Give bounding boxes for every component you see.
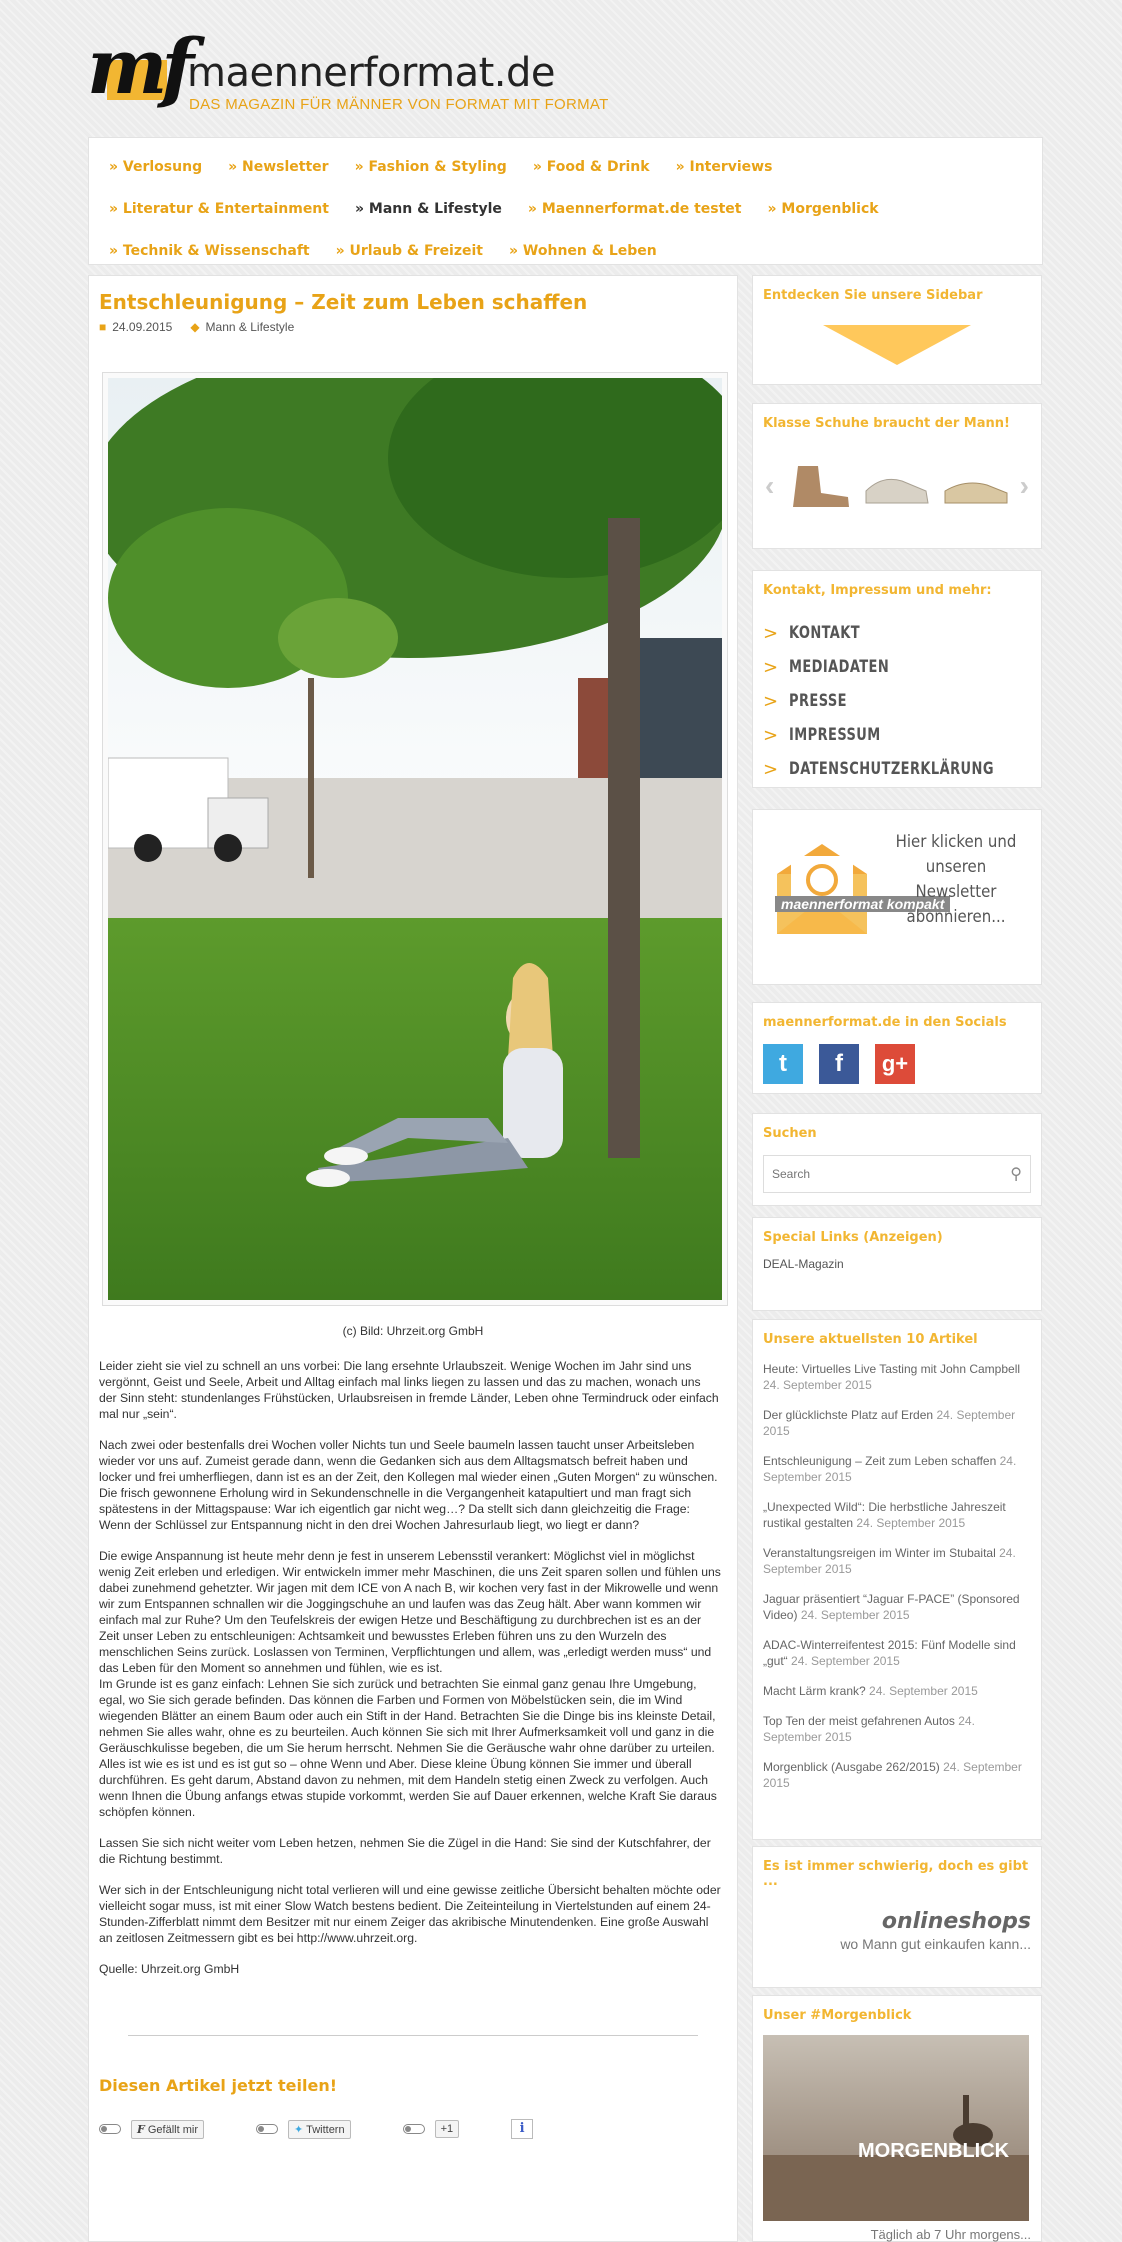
shoes-carousel	[763, 461, 1031, 511]
post-date: 24.09.2015	[112, 320, 173, 334]
recent-article-date: 24. September 2015	[856, 1516, 966, 1530]
recent-article-link[interactable]: Veranstaltungsreigen im Winter im Stubaital	[763, 1546, 996, 1560]
contact-link[interactable]	[763, 650, 1031, 684]
share-row	[99, 2119, 727, 2139]
site-logo[interactable]	[87, 22, 189, 123]
twitter-share	[256, 2120, 351, 2139]
down-arrow-icon	[823, 325, 971, 365]
onlineshops-title[interactable]: onlineshops	[881, 1909, 1031, 1934]
site-name[interactable]: maennerformat.de	[187, 50, 556, 96]
post-meta	[99, 320, 727, 334]
search-title: Suchen	[763, 1126, 817, 1141]
recent-article-date: 24. September 2015	[763, 1454, 1017, 1484]
recent-article-date: 24. September 2015	[800, 1608, 910, 1622]
chevron-right-icon: >	[763, 690, 779, 712]
nav-item[interactable]: » Food & Drink	[532, 159, 650, 175]
special-title: Special Links (Anzeigen)	[763, 1230, 943, 1245]
shoe-sneaker-image[interactable]	[862, 461, 932, 511]
widget-search	[752, 1113, 1042, 1206]
chevron-right-icon: >	[763, 622, 779, 644]
recent-article	[763, 1499, 1031, 1531]
facebook-share	[99, 2120, 204, 2139]
widget-discover	[752, 275, 1042, 385]
contact-link[interactable]	[763, 718, 1031, 752]
recent-article	[763, 1683, 1031, 1699]
recent-article	[763, 1759, 1031, 1791]
nav-item[interactable]: » Newsletter	[228, 159, 329, 175]
nav-item[interactable]: » Mann & Lifestyle	[354, 201, 502, 217]
recent-article-link[interactable]: Macht Lärm krank?	[763, 1684, 866, 1698]
shoe-boot-image[interactable]	[783, 461, 853, 511]
search-input[interactable]	[772, 1167, 1010, 1181]
comment-icon: ■	[99, 320, 107, 334]
recent-article-link[interactable]: Entschleunigung – Zeit zum Leben schaffen	[763, 1454, 997, 1468]
newsletter-text: Hier klicken und unseren Newsletter abonnieren...	[895, 832, 1017, 927]
contact-title: Kontakt, Impressum und mehr:	[763, 583, 992, 598]
post-category[interactable]: Mann & Lifestyle	[205, 320, 295, 334]
recent-article-date: 24. September 2015	[763, 1546, 1016, 1576]
facebook-icon: F	[137, 2122, 145, 2136]
article-paragraph: Im Grunde ist es ganz einfach: Lehnen Sie sich zurück und betrachten Sie einmal ganz genau Ihre Umgebung, egal, wo Sie sich gerade befinden. Das können die Farben und Formen von Möbelstücken sein, die im Wind wiegenden Blätter an einem Baum oder auch ein Stift in der Hand. Betrachten Sie die Dinge bis ins kleinste Detail, nehmen Sie alles wahr, ohne es zu beurteilen. Auch können Sie sich mit Ihrer Aufmerksamkeit voll und ganz in die Geräuschkulisse begeben, die um Sie herum herrscht. Nehmen Sie die Geräusche wahr ohne darüber zu urteilen. Alles ist wie es ist und es ist gut so – ohne Wenn und Aber. Diese kleine Übung können Sie immer und überall durchführen. Es geht darum, Abstand davon zu nehmen, mit dem Handeln stetig einen Zweck zu verfolgen. Auch wenn Ihnen die Übung anfangs etwas stupide vorkommt, werden Sie auf Dauer erkennen, welche Kraft Sie daraus schöpfen können.	[99, 1677, 717, 1819]
article-body	[99, 1358, 727, 1977]
widget-morgenblick	[752, 1995, 1042, 2242]
onlineshops-subtitle: wo Mann gut einkaufen kann...	[840, 1936, 1031, 1952]
newsletter-envelope-icon	[769, 834, 879, 944]
recent-article-date: 24. September 2015	[763, 1408, 1016, 1438]
logo-letters: mf	[87, 22, 189, 111]
google-plus-icon[interactable]: g+	[875, 1044, 915, 1084]
nav-item[interactable]: » Urlaub & Freizeit	[335, 243, 483, 259]
widget-special-links	[752, 1217, 1042, 1311]
twitter-icon: ✦	[294, 2123, 304, 2136]
widget-onlineshops	[752, 1846, 1042, 1988]
main-navigation	[88, 137, 1043, 265]
morgenblick-caption: Täglich ab 7 Uhr morgens...	[870, 2227, 1031, 2242]
nav-item[interactable]: » Literatur & Entertainment	[109, 201, 329, 217]
tag-icon: ◆	[190, 320, 200, 334]
facebook-toggle[interactable]	[99, 2124, 121, 2134]
contact-link[interactable]	[763, 684, 1031, 718]
recent-article-link[interactable]: Jaguar präsentiert “Jaguar F-PACE” (Sponsored Video)	[763, 1592, 1020, 1622]
tweet-button[interactable]: ✦ Twittern	[288, 2120, 351, 2139]
social-icons	[763, 1044, 1031, 1084]
recent-article	[763, 1713, 1031, 1745]
recent-article	[763, 1591, 1031, 1623]
gplus-share	[403, 2120, 460, 2138]
article-paragraph: Quelle: Uhrzeit.org GmbH	[99, 1962, 240, 1976]
contact-label: MEDIADATEN	[789, 657, 890, 677]
recent-article-link[interactable]: Heute: Virtuelles Live Tasting mit John Campbell	[763, 1362, 1021, 1376]
discover-title: Entdecken Sie unsere Sidebar	[763, 288, 983, 303]
main-content	[88, 275, 738, 2242]
recent-article	[763, 1545, 1031, 1577]
article-paragraph: Wer sich in der Entschleunigung nicht total verlieren will und eine gewisse zeitliche Übersicht behalten möchte oder vielleicht sogar muss, ist mit einer Slow Watch bestens bedient. Die Zeiteinteilung in Viertelstunden auf einem 24-Stunden-Zifferblatt nimmt dem Besitzer mit nur einem Zeiger das akribische Minutendenken. Eine große Auswahl an zeitlosen Zeitmessern gibt es bei http://www.uhrzeit.org.	[99, 1883, 721, 1945]
share-title: Diesen Artikel jetzt teilen!	[99, 2076, 337, 2095]
morgenblick-image-text: MORGENBLICK	[858, 2140, 1010, 2162]
recent-article-link[interactable]: Morgenblick (Ausgabe 262/2015)	[763, 1760, 940, 1774]
article-paragraph: Die ewige Anspannung ist heute mehr denn je fest in unserem Lebensstil verankert: Möglichst viel in möglichst wenig Zeit erleben und erledigen. Wir entwickeln immer mehr Maschinen, die uns Zeit sparen sollen und fühlen uns dabei zunehmend gehetzter. Wir jagen mit dem ICE von A nach B, wir kochen very fast in der Mikrowelle und wenn wir zum Entspannen schnallen wir die Joggingschuhe an und laufen was das Zeug hält. Aber wann kommen wir einfach mal zur Ruhe? Um den Teufelskreis der ewigen Hetze und Beschäftigung zu durchbrechen ist es an der Zeit unser Leben zu entschleunigen: Achtsamkeit und bewusstes Erleben führen uns zu den Wurzeln des menschlichen Seins zurück. Loslassen von Terminen, Verpflichtungen und allem, was „erledigt werden muss“ und das Leben für den Moment so annehmen und fühlen, wie es ist.	[99, 1549, 721, 1675]
recent-article-date: 24. September 2015	[869, 1684, 978, 1698]
search-icon[interactable]: ⚲	[1010, 1166, 1022, 1183]
gplus-button[interactable]: +1	[435, 2120, 460, 2138]
article-paragraph: Lassen Sie sich nicht weiter vom Leben hetzen, nehmen Sie die Zügel in die Hand: Sie sind der Kutschfahrer, der die Richtung bestimmt.	[99, 1836, 711, 1866]
nav-item[interactable]: » Fashion & Styling	[354, 159, 507, 175]
facebook-like-button[interactable]: F Gefällt mir	[131, 2120, 204, 2139]
post-image-frame	[102, 372, 728, 1306]
share-info-button[interactable]: i	[511, 2119, 533, 2139]
nav-item[interactable]: » Interviews	[675, 159, 773, 175]
contact-label: KONTAKT	[789, 623, 861, 643]
article-paragraph: Nach zwei oder bestenfalls drei Wochen voller Nichts tun und Seele baumeln lassen taucht unser Arbeitsleben wieder vor uns auf. Zumeist gerade dann, wenn die Gedanken sich aus dem Alltagsmatsch befreit haben und locker und frei umherfliegen, dann ist es an der Zeit, den Kollegen mal wieder einen „Guten Morgen“ zu wünschen. Die frisch gewonnene Erholung wird in Sekundenschnelle in die Vergangenheit katapultiert und man fragt sich spätestens in der Mittagspause: War ich eigentlich gar nicht weg…? Da stellt sich dann gleichzeitig die Frage: Wenn der Schlüssel zur Entspannung nicht in den drei Wochen Jahresurlaub liegt, wo liegt er dann?	[99, 1438, 718, 1532]
contact-label: PRESSE	[789, 691, 847, 711]
site-tagline: DAS MAGAZIN FÜR MÄNNER VON FORMAT MIT FORMAT	[189, 96, 609, 113]
recent-article-date: 24. September 2015	[791, 1654, 900, 1668]
shoes-title: Klasse Schuhe braucht der Mann!	[763, 416, 1010, 431]
recent-article-date: 24. September 2015	[763, 1714, 975, 1744]
chevron-right-icon: >	[763, 656, 779, 678]
widget-contact	[752, 570, 1042, 788]
post-title[interactable]: Entschleunigung – Zeit zum Leben schaffen	[99, 290, 588, 314]
widget-shoes	[752, 403, 1042, 549]
recent-article-date: 24. September 2015	[763, 1378, 872, 1392]
nav-item[interactable]: » Morgenblick	[767, 201, 879, 217]
nav-item[interactable]: » Maennerformat.de testet	[527, 201, 742, 217]
shoe-loafer-image[interactable]	[941, 461, 1011, 511]
recent-article-link[interactable]: „Unexpected Wild“: Die herbstliche Jahreszeit rustikal gestalten	[763, 1500, 1006, 1530]
post-image	[108, 378, 722, 1300]
chevron-right-icon[interactable]: ›	[1019, 470, 1029, 501]
nav-items	[109, 150, 1022, 276]
contact-link[interactable]	[763, 616, 1031, 650]
newsletter-brand: maennerformat kompakt	[775, 896, 950, 912]
recent-article	[763, 1637, 1031, 1669]
recent-list	[763, 1361, 1031, 1791]
recent-article-link[interactable]: Top Ten der meist gefahrenen Autos	[763, 1714, 955, 1728]
nav-item[interactable]: » Verlosung	[109, 159, 203, 175]
gplus-toggle[interactable]	[403, 2124, 425, 2134]
recent-article	[763, 1407, 1031, 1439]
nav-item[interactable]: » Technik & Wissenschaft	[109, 243, 310, 259]
image-caption: (c) Bild: Uhrzeit.org GmbH	[342, 1324, 484, 1338]
contact-link[interactable]	[763, 752, 1031, 786]
recent-article-link[interactable]: ADAC-Winterreifentest 2015: Fünf Modelle sind „gut“	[763, 1638, 1016, 1668]
nav-item[interactable]: » Wohnen & Leben	[509, 243, 657, 259]
article-paragraph: Leider zieht sie viel zu schnell an uns vorbei: Die lang ersehnte Urlaubszeit. Wenige Wochen im Jahr sind uns vergönnt, Geist und Seele, Arbeit und Alltag einfach mal links liegen zu lassen und das zu machen, wonach uns der Sinn steht: stundenlanges Frühstücken, Urlaubsreisen in fremde Länder, Leben ohne Termindruck oder einfach mal nur „sein“.	[99, 1359, 719, 1421]
onlineshops-heading: Es ist immer schwierig, doch es gibt ...	[763, 1859, 1029, 1889]
recent-title: Unsere aktuellsten 10 Artikel	[763, 1332, 978, 1347]
site-header	[87, 22, 687, 128]
article-divider	[128, 2035, 698, 2036]
morgenblick-image[interactable]	[763, 2035, 1029, 2221]
recent-article	[763, 1361, 1031, 1393]
socials-title: maennerformat.de in den Socials	[763, 1015, 1007, 1030]
special-link[interactable]: DEAL-Magazin	[763, 1257, 844, 1271]
facebook-icon[interactable]: f	[819, 1044, 859, 1084]
recent-article-date: 24. September 2015	[763, 1760, 1022, 1790]
recent-article	[763, 1453, 1031, 1485]
twitter-toggle[interactable]	[256, 2124, 278, 2134]
widget-socials	[752, 1002, 1042, 1094]
widget-recent-articles	[752, 1319, 1042, 1840]
contact-label: DATENSCHUTZERKLÄRUNG	[789, 759, 994, 779]
contact-list	[763, 616, 1031, 786]
twitter-icon[interactable]: t	[763, 1044, 803, 1084]
contact-label: IMPRESSUM	[789, 725, 881, 745]
chevron-right-icon: >	[763, 724, 779, 746]
search-box	[763, 1155, 1031, 1193]
chevron-left-icon[interactable]: ‹	[765, 470, 775, 501]
chevron-right-icon: >	[763, 758, 779, 780]
morgenblick-title: Unser #Morgenblick	[763, 2008, 912, 2023]
recent-article-link[interactable]: Der glücklichste Platz auf Erden	[763, 1408, 934, 1422]
widget-newsletter[interactable]	[752, 809, 1042, 985]
